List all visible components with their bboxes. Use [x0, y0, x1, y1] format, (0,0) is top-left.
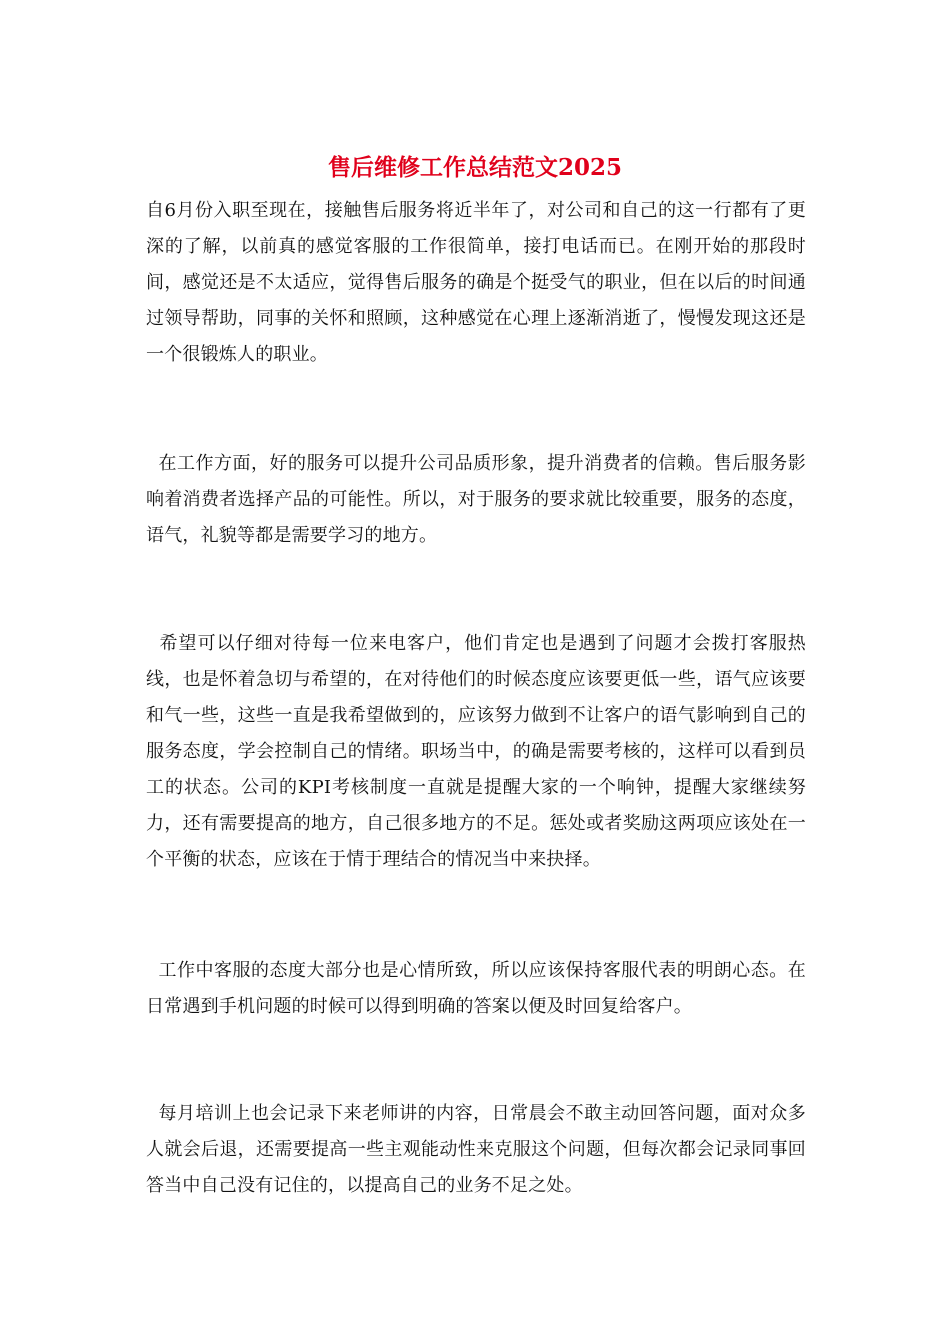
paragraph-3: 希望可以仔细对待每一位来电客户，他们肯定也是遇到了问题才会拨打客服热线，也是怀着急切与希望的，在对待他们的时候态度应该要更低一些，语气应该要和气一些，这些一直是我希望做到的，应该努力做到不让客户的语气影响到自己的服务态度，学会控制自己的情绪。职场当中，的确是需要考核的，这样可以看到员工的状态。公司的KPI考核制度一直就是提醒大家的一个响钟，提醒大家继续努力，还有需要提高的地方，自己很多地方的不足。惩处或者奖励这两项应该处在一个平衡的状态，应该在于情于理结合的情况当中来抉择。	[146, 633, 806, 870]
paragraph-5: 每月培训上也会记录下来老师讲的内容，日常晨会不敢主动回答问题，面对众多人就会后退，还需要提高一些主观能动性来克服这个问题，但每次都会记录同事回答当中自己没有记住的，以提高自己的业务不足之处。	[146, 1103, 806, 1196]
paragraph-2: 在工作方面，好的服务可以提升公司品质形象，提升消费者的信赖。售后服务影响着消费者选择产品的可能性。所以，对于服务的要求就比较重要，服务的态度，语气，礼貌等都是需要学习的地方。	[146, 453, 806, 546]
paragraph-4: 工作中客服的态度大部分也是心情所致，所以应该保持客服代表的明朗心态。在日常遇到手机问题的时候可以得到明确的答案以便及时回复给客户。	[146, 960, 806, 1017]
paragraph-1: 自6月份入职至现在，接触售后服务将近半年了，对公司和自己的这一行都有了更深的了解，以前真的感觉客服的工作很简单，接打电话而已。在刚开始的那段时间，感觉还是不太适应，觉得售后服务的确是个挺受气的职业，但在以后的时间通过领导帮助，同事的关怀和照顾，这种感觉在心理上逐渐消逝了，慢慢发现这还是一个很锻炼人的职业。	[146, 200, 806, 365]
document-title: 售后维修工作总结范文2025	[327, 154, 622, 181]
